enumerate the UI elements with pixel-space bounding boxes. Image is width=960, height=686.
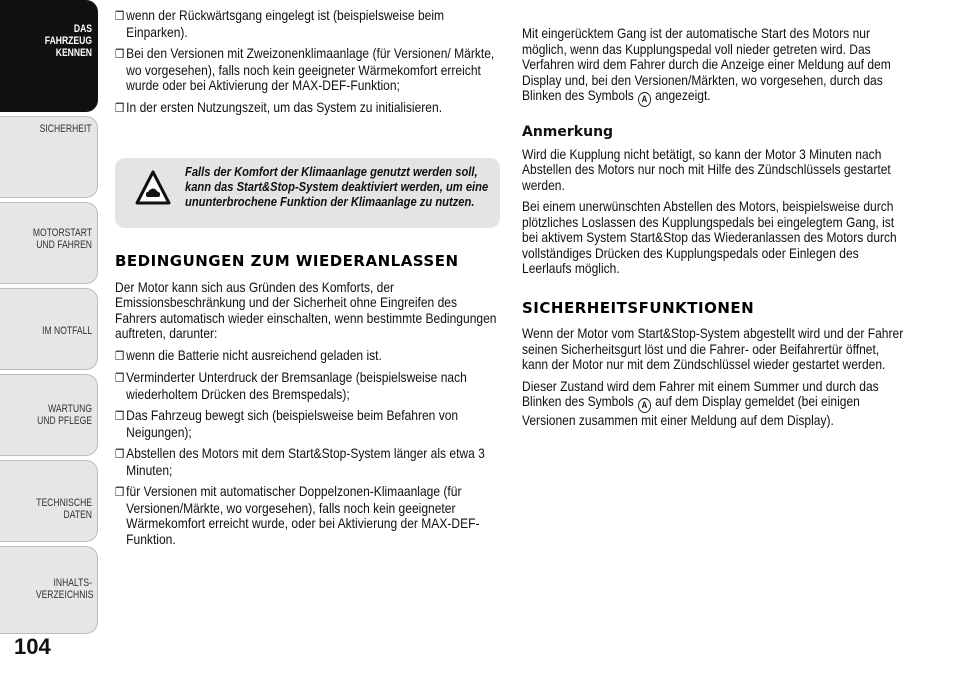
list-item: ❒ Das Fahrzeug bewegt sich (beispielsweise beim Befahren von Neigungen); [115,407,459,440]
left-column-main [115,254,500,553]
paragraph: Wenn der Motor vom Start&Stop-System abgestellt wird und der Fahrer seinen Sicherheitsgurt löst und die Fahrer- oder Beifahrertür öffnet, kann der Motor nur mit dem Zündschlüssel wieder gestartet werden. [522,325,904,372]
start-stop-symbol-icon: A [638,92,651,107]
checkbox-bullet-icon: ❒ [115,447,125,461]
tab-technische-daten[interactable]: TECHNISCHE DATEN [0,460,98,542]
checkbox-bullet-icon: ❒ [115,100,125,115]
list-item: ❒ Bei den Versionen mit Zweizonenklimaanlage (für Versionen/ Märkte, wo vorgesehen), falls noch kein geeigneter Wärmekomfort erreicht wurde oder bei Aktivierung der MAX-DEF-Funktion; [115,45,495,93]
tab-das-fahrzeug-kennen[interactable]: DAS FAHRZEUG KENNEN [0,0,98,112]
checkbox-bullet-icon: ❒ [115,9,125,23]
warning-triangle-icon [135,170,171,206]
tab-sicherheit[interactable]: SICHERHEIT [0,116,98,198]
section-heading: BEDINGUNGEN ZUM WIEDERANLASSEN [115,252,459,270]
tab-wartung-und-pflege[interactable]: WARTUNG UND PFLEGE [0,374,98,456]
list-item: ❒ In der ersten Nutzungszeit, um das System zu initialisieren. [115,98,443,115]
list-item: ❒ für Versionen mit automatischer Doppelzonen-Klimaanlage (für Versionen/Märkte, wo vorgesehen), falls noch kein geeigneter Wärmekomfort erreicht wurde, oder bei Aktivierung der MAX-DEF-Funktion. [115,483,480,547]
tab-im-notfall[interactable]: IM NOTFALL [0,288,98,370]
right-column [522,26,907,435]
note-heading: Anmerkung [522,124,614,140]
tab-motorstart-und-fahren[interactable]: MOTORSTART UND FAHREN [0,202,98,284]
checkbox-bullet-icon: ❒ [115,409,125,423]
paragraph: Dieser Zustand wird dem Fahrer mit einem Summer und durch das Blinken des Symbols A auf dem Display gemeldet (bei einigen Versionen zusammen mit einer Meldung auf dem Display). [522,377,879,428]
list-item: ❒ Verminderter Unterdruck der Bremsanlage (beispielsweise nach wiederholtem Drücken des Bremspedals); [115,369,467,402]
checkbox-bullet-icon: ❒ [115,348,125,363]
left-column-top [115,8,500,122]
checkbox-bullet-icon: ❒ [115,371,125,385]
section-heading: SICHERHEITSFUNKTIONEN [522,298,755,317]
chapter-sidebar [0,0,100,686]
checkbox-bullet-icon: ❒ [115,485,125,499]
start-stop-symbol-icon: A [638,398,651,413]
checkbox-bullet-icon: ❒ [115,47,125,61]
warning-text: Falls der Komfort der Klimaanlage genutzt werden soll, kann das Start&Stop-System deaktiviert werden, um eine ununterbrochene Funktion der Klimaanlage zu nutzen. [185,164,489,209]
tab-inhaltsverzeichnis[interactable]: INHALTS-VERZEICHNIS [0,546,98,634]
paragraph: Mit eingerücktem Gang ist der automatische Start des Motors nur möglich, wenn das Kupplungspedal voll nieder getreten wird. Das Verfahren wird dem Fahrer durch die Anzeige einer Meldung auf dem Display und, bei den Versionen/Märkten, wo vorgesehen, durch das Blinken des Symbols A angezeigt. [522,26,906,107]
page-number: 104 [14,634,51,659]
paragraph: Wird die Kupplung nicht betätigt, so kann der Motor 3 Minuten nach Abstellen des Motors nur noch mit Hilfe des Zündschlüssels gestartet werden. [522,145,891,193]
paragraph: Bei einem unerwünschten Abstellen des Motors, beispielsweise durch plötzliches Loslassen des Kupplungspedals bei eingelegtem Gang, ist bei aktivem System Start&Stop das Wiederanlassen des Motors durch vollständiges Drücken des Kupplungspedals oder Einlegen des Leerlaufs möglich. [522,198,897,276]
list-item: ❒ wenn die Batterie nicht ausreichend geladen ist. [115,346,382,363]
list-item: ❒ wenn der Rückwärtsgang eingelegt ist (beispielsweise beim Einparken). [115,7,445,40]
intro-paragraph: Der Motor kann sich aus Gründen des Komforts, der Emissionsbeschränkung und der Sicherheit ohne Eingreifen des Fahrers automatisch wieder einschalten, wenn bestimmte Bedingungen auftreten, darunter: [115,278,497,341]
list-item: ❒ Abstellen des Motors mit dem Start&Stop-System länger als etwa 3 Minuten; [115,445,485,478]
warning-box [115,158,500,228]
